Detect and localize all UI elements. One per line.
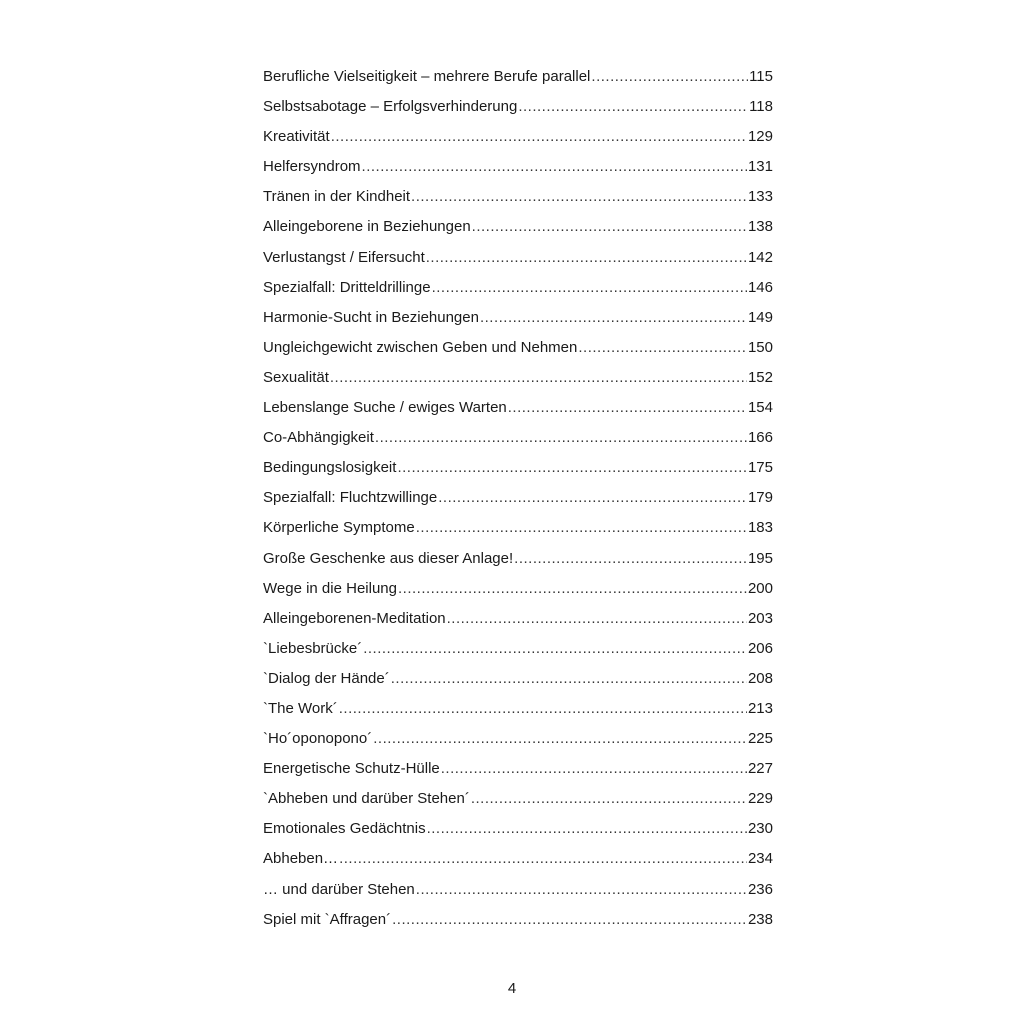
toc-dot-leader: [438, 483, 747, 513]
toc-entry-title: Wege in die Heilung: [263, 579, 397, 597]
toc-entry: [263, 333, 773, 363]
toc-entry-title: Berufliche Vielseitigkeit – mehrere Berufe parallel: [263, 68, 591, 85]
toc-entry-page: 133: [747, 188, 773, 206]
toc-entry-page: 118: [749, 98, 773, 116]
toc-entry-page: 206: [747, 639, 773, 657]
toc-entry-title: Helfersyndrom: [263, 158, 361, 176]
toc-entry-page: 234: [747, 850, 773, 868]
toc-entry-page: 229: [747, 790, 773, 808]
toc-dot-leader: [518, 92, 748, 122]
toc-entry-title: Verlustangst / Eifersucht: [263, 248, 425, 266]
toc-entry-page: 149: [747, 308, 773, 326]
toc-entry-page: 203: [747, 609, 773, 627]
toc-entry: [263, 122, 773, 152]
toc-dot-leader: [339, 694, 747, 724]
toc-entry-title: Spiel mit `Affragen´: [263, 910, 392, 928]
toc-entry-title: Energetische Schutz-Hülle: [263, 760, 440, 778]
toc-entry: [263, 182, 773, 212]
toc-entry-title: Bedingungslosigkeit: [263, 459, 397, 477]
toc-entry-page: 154: [747, 399, 773, 417]
toc-entry: [263, 754, 773, 784]
toc-entry-page: 129: [747, 128, 773, 146]
toc-entry-page: 200: [747, 579, 773, 597]
toc-entry-title: Spezialfall: Dritteldrillinge: [263, 278, 431, 296]
toc-dot-leader: [391, 664, 747, 694]
toc-dot-leader: [397, 453, 747, 483]
toc-entry: [263, 694, 773, 724]
toc-entry-title: Kreativität: [263, 128, 330, 146]
toc-entry-page: 238: [747, 910, 773, 928]
toc-entry-page: 166: [747, 429, 773, 447]
toc-entry: [263, 303, 773, 333]
toc-dot-leader: [392, 905, 747, 935]
toc-entry-page: 236: [747, 880, 773, 898]
toc-entry-page: 195: [747, 549, 773, 567]
toc-entry: [263, 393, 773, 423]
toc-dot-leader: [447, 604, 747, 634]
toc-dot-leader: [416, 513, 747, 543]
toc-dot-leader: [578, 333, 747, 363]
toc-entry: [263, 634, 773, 664]
toc-dot-leader: [373, 724, 747, 754]
toc-entry-page: 213: [747, 699, 773, 717]
toc-dot-leader: [427, 814, 747, 844]
toc-entry: [263, 92, 773, 122]
toc-entry-page: 115: [749, 68, 773, 85]
toc-entry-title: … und darüber Stehen: [263, 880, 415, 898]
toc-dot-leader: [362, 152, 747, 182]
toc-entry-page: 138: [747, 218, 773, 236]
toc-entry-title: Lebenslange Suche / ewiges Warten: [263, 399, 507, 417]
toc-dot-leader: [472, 212, 747, 242]
toc-entry-page: 230: [747, 820, 773, 838]
toc-entry-title: Ungleichgewicht zwischen Geben und Nehmen: [263, 338, 578, 356]
toc-dot-leader: [426, 243, 747, 273]
toc-entry: [263, 784, 773, 814]
toc-entry-title: `Liebesbrücke´: [263, 639, 363, 657]
toc-entry-title: Alleingeborene in Beziehungen: [263, 218, 471, 236]
toc-entry: [263, 905, 773, 935]
toc-dot-leader: [432, 273, 747, 303]
toc-entry-page: 142: [747, 248, 773, 266]
toc-entry: [263, 875, 773, 905]
toc-entry-title: `The Work´: [263, 699, 338, 717]
toc-entry: [263, 453, 773, 483]
toc-entry: [263, 814, 773, 844]
toc-entry-page: 175: [747, 459, 773, 477]
toc-entry: [263, 423, 773, 453]
toc-dot-leader: [363, 634, 747, 664]
toc-entry-page: 146: [747, 278, 773, 296]
toc-entry-title: Emotionales Gedächtnis: [263, 820, 426, 838]
toc-dot-leader: [398, 574, 747, 604]
toc-entry: [263, 544, 773, 574]
toc-dot-leader: [514, 544, 747, 574]
toc-entry-title: Harmonie-Sucht in Beziehungen: [263, 308, 479, 326]
toc-entry: [263, 604, 773, 634]
table-of-contents: [263, 62, 773, 935]
toc-entry-title: Tränen in der Kindheit: [263, 188, 411, 206]
toc-entry-page: 131: [747, 158, 773, 176]
toc-dot-leader: [339, 844, 747, 874]
toc-entry-title: Alleingeborenen-Meditation: [263, 609, 446, 627]
toc-entry: [263, 513, 773, 543]
toc-entry-page: 150: [747, 338, 773, 356]
toc-entry: [263, 152, 773, 182]
toc-entry-page: 183: [747, 519, 773, 537]
toc-entry-page: 225: [747, 730, 773, 748]
toc-entry-title: `Dialog der Hände´: [263, 669, 390, 687]
toc-dot-leader: [375, 423, 747, 453]
toc-dot-leader: [441, 754, 747, 784]
toc-dot-leader: [330, 363, 747, 393]
toc-entry-title: Große Geschenke aus dieser Anlage!: [263, 549, 514, 567]
toc-entry-title: Selbstsabotage – Erfolgsverhinderung: [263, 98, 518, 116]
toc-dot-leader: [591, 62, 748, 92]
toc-entry-page: 227: [747, 760, 773, 778]
toc-entry: [263, 62, 773, 92]
toc-entry-title: Spezialfall: Fluchtzwillinge: [263, 489, 438, 507]
toc-entry: [263, 574, 773, 604]
toc-entry-title: Co-Abhängigkeit: [263, 429, 374, 447]
toc-entry-title: Sexualität: [263, 368, 329, 386]
toc-entry-page: 152: [747, 368, 773, 386]
toc-entry: [263, 363, 773, 393]
toc-dot-leader: [411, 182, 747, 212]
toc-entry-title: `Abheben und darüber Stehen´: [263, 790, 470, 808]
toc-entry-page: 179: [747, 489, 773, 507]
toc-dot-leader: [508, 393, 747, 423]
toc-dot-leader: [471, 784, 747, 814]
toc-entry: [263, 273, 773, 303]
toc-entry-title: Körperliche Symptome: [263, 519, 415, 537]
toc-entry: [263, 724, 773, 754]
toc-entry-page: 208: [747, 669, 773, 687]
toc-entry-title: Abheben…: [263, 850, 339, 868]
toc-entry-title: `Ho´oponopono´: [263, 730, 373, 748]
toc-entry: [263, 844, 773, 874]
toc-dot-leader: [480, 303, 747, 333]
toc-dot-leader: [416, 875, 747, 905]
toc-entry: [263, 212, 773, 242]
page-number: 4: [507, 980, 517, 997]
toc-entry: [263, 243, 773, 273]
toc-dot-leader: [331, 122, 747, 152]
toc-entry: [263, 483, 773, 513]
toc-entry: [263, 664, 773, 694]
